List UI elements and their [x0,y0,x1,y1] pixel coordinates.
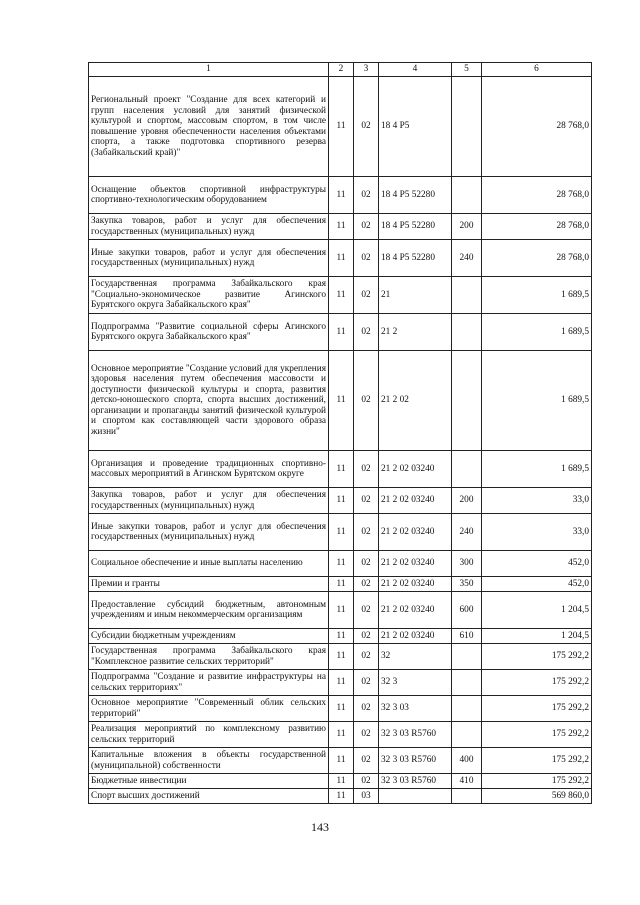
row-c4-cell: 21 2 02 03240 [379,551,452,577]
row-c4-cell: 32 3 03 R5760 [379,748,452,774]
row-c5-cell: 200 [452,488,482,514]
row-c4-cell: 21 2 02 03240 [379,451,452,488]
row-name-cell: Иные закупки товаров, работ и услуг для обеспечения государственных (муниципальных) нужд [89,240,329,277]
row-c6-cell: 28 768,0 [482,240,592,277]
table-row [89,177,592,214]
row-c6-cell: 175 292,2 [482,670,592,696]
row-c6-cell: 1 204,5 [482,629,592,644]
row-c4-cell: 18 4 P5 [379,77,452,177]
row-c3-cell: 02 [354,644,379,670]
row-c3-cell: 02 [354,514,379,551]
row-c2-cell: 11 [329,488,354,514]
row-name-cell: Капитальные вложения в объекты государственной (муниципальной) собственности [89,748,329,774]
header-row [89,63,592,77]
row-c4-cell: 21 2 02 03240 [379,592,452,629]
row-c4-cell: 32 3 03 R5760 [379,722,452,748]
row-c4-cell: 21 2 02 03240 [379,514,452,551]
row-c5-cell [452,77,482,177]
table-row [89,722,592,748]
table-row [89,551,592,577]
row-c4-cell: 18 4 P5 52280 [379,214,452,240]
row-c6-cell: 33,0 [482,514,592,551]
row-c6-cell: 1 689,5 [482,451,592,488]
row-c5-cell [452,351,482,451]
row-c6-cell: 1 689,5 [482,314,592,351]
row-name-cell: Социальное обеспечение и иные выплаты населению [89,551,329,577]
row-c5-cell [452,177,482,214]
row-name-cell: Предоставление субсидий бюджетным, автономным учреждениям и иным некоммерческим организациям [89,592,329,629]
row-name-cell: Подпрограмма "Развитие социальной сферы Агинского Бурятского округа Забайкальского края" [89,314,329,351]
row-c4-cell: 32 3 03 [379,696,452,722]
row-c5-cell: 200 [452,214,482,240]
row-c2-cell: 11 [329,592,354,629]
row-c6-cell: 175 292,2 [482,644,592,670]
row-c3-cell: 02 [354,551,379,577]
row-c4-cell: 18 4 P5 52280 [379,240,452,277]
row-c3-cell: 02 [354,629,379,644]
row-c4-cell: 21 2 02 03240 [379,577,452,592]
row-c3-cell: 02 [354,177,379,214]
row-c3-cell: 02 [354,451,379,488]
row-c4-cell: 21 2 02 [379,351,452,451]
row-c6-cell: 175 292,2 [482,774,592,789]
row-c5-cell: 410 [452,774,482,789]
header-col-3: 3 [354,63,379,77]
row-name-cell: Государственная программа Забайкальского края "Комплексное развитие сельских территорий" [89,644,329,670]
table-row [89,789,592,804]
row-c4-cell: 32 [379,644,452,670]
row-c3-cell: 02 [354,488,379,514]
table-row [89,314,592,351]
row-c2-cell: 11 [329,214,354,240]
row-c2-cell: 11 [329,77,354,177]
table-row [89,214,592,240]
row-c4-cell: 21 2 02 03240 [379,629,452,644]
row-c3-cell: 03 [354,789,379,804]
table-row [89,451,592,488]
header-col-2: 2 [329,63,354,77]
table-row [89,577,592,592]
row-name-cell: Оснащение объектов спортивной инфраструктуры спортивно-технологическим оборудованием [89,177,329,214]
row-c3-cell: 02 [354,351,379,451]
row-c6-cell: 28 768,0 [482,214,592,240]
table-row [89,644,592,670]
row-c5-cell: 350 [452,577,482,592]
header-col-1: 1 [89,63,329,77]
row-c3-cell: 02 [354,214,379,240]
table-row [89,670,592,696]
row-c5-cell [452,670,482,696]
header-col-4: 4 [379,63,452,77]
row-c6-cell: 28 768,0 [482,177,592,214]
row-name-cell: Иные закупки товаров, работ и услуг для обеспечения государственных (муниципальных) нужд [89,514,329,551]
row-c2-cell: 11 [329,774,354,789]
row-c5-cell [452,789,482,804]
row-c3-cell: 02 [354,748,379,774]
table-row [89,351,592,451]
row-c6-cell: 175 292,2 [482,722,592,748]
table-row [89,774,592,789]
row-c4-cell: 21 2 [379,314,452,351]
row-c2-cell: 11 [329,629,354,644]
row-name-cell: Премии и гранты [89,577,329,592]
row-c2-cell: 11 [329,789,354,804]
row-c6-cell: 452,0 [482,551,592,577]
row-name-cell: Реализация мероприятий по комплексному развитию сельских территорий [89,722,329,748]
row-c3-cell: 02 [354,592,379,629]
table-row [89,277,592,314]
row-c5-cell: 240 [452,514,482,551]
row-c2-cell: 11 [329,314,354,351]
row-c6-cell: 1 204,5 [482,592,592,629]
row-c3-cell: 02 [354,77,379,177]
row-c6-cell: 569 860,0 [482,789,592,804]
row-c2-cell: 11 [329,451,354,488]
row-c5-cell [452,644,482,670]
table-row [89,488,592,514]
table-row [89,77,592,177]
row-c6-cell: 452,0 [482,577,592,592]
table-row [89,514,592,551]
row-c2-cell: 11 [329,722,354,748]
row-name-cell: Закупка товаров, работ и услуг для обеспечения государственных (муниципальных) нужд [89,214,329,240]
row-c2-cell: 11 [329,644,354,670]
row-name-cell: Основное мероприятие "Создание условий для укрепления здоровья населения путем обеспечения массовости и доступности физической культуры и спорта, развития детско-юношеского спорта, спорта высших достижений, организации и пропаганды занятий физической культурой и спортом как составляющей части здорового образа жизни" [89,351,329,451]
row-c2-cell: 11 [329,351,354,451]
header-col-5: 5 [452,63,482,77]
row-c2-cell: 11 [329,177,354,214]
row-c5-cell: 600 [452,592,482,629]
row-name-cell: Государственная программа Забайкальского края "Социально-экономическое развитие Агинского Бурятского округа Забайкальского края" [89,277,329,314]
row-c5-cell [452,722,482,748]
table-row [89,696,592,722]
row-c4-cell: 21 [379,277,452,314]
row-c5-cell: 610 [452,629,482,644]
row-c4-cell: 32 3 [379,670,452,696]
row-name-cell: Бюджетные инвестиции [89,774,329,789]
row-c4-cell [379,789,452,804]
row-c2-cell: 11 [329,551,354,577]
row-c3-cell: 02 [354,774,379,789]
row-c5-cell [452,696,482,722]
row-c3-cell: 02 [354,277,379,314]
row-c5-cell [452,314,482,351]
page-number: 143 [311,820,329,834]
row-c2-cell: 11 [329,748,354,774]
row-name-cell: Региональный проект "Создание для всех категорий и групп населения условий для занятий физической культурой и спортом, массовым спортом, в том числе повышение уровня обеспеченности населения объектами спорта, а также подготовка спортивного резерва (Забайкальский край)" [89,77,329,177]
table-row [89,592,592,629]
row-c6-cell: 28 768,0 [482,77,592,177]
row-name-cell: Субсидии бюджетным учреждениям [89,629,329,644]
row-c3-cell: 02 [354,722,379,748]
row-name-cell: Спорт высших достижений [89,789,329,804]
table-row [89,240,592,277]
row-name-cell: Основное мероприятие "Современный облик сельских территорий" [89,696,329,722]
row-c3-cell: 02 [354,577,379,592]
row-c3-cell: 02 [354,696,379,722]
row-c2-cell: 11 [329,277,354,314]
row-c3-cell: 02 [354,314,379,351]
row-c2-cell: 11 [329,670,354,696]
row-c6-cell: 175 292,2 [482,696,592,722]
row-c5-cell: 400 [452,748,482,774]
row-c2-cell: 11 [329,240,354,277]
row-name-cell: Организация и проведение традиционных спортивно-массовых мероприятий в Агинском Бурятском округе [89,451,329,488]
row-c5-cell [452,451,482,488]
row-c3-cell: 02 [354,670,379,696]
row-c4-cell: 21 2 02 03240 [379,488,452,514]
table-row [89,629,592,644]
budget-table [88,62,592,804]
row-c2-cell: 11 [329,577,354,592]
row-c6-cell: 1 689,5 [482,351,592,451]
row-c6-cell: 1 689,5 [482,277,592,314]
row-c4-cell: 18 4 P5 52280 [379,177,452,214]
budget-table-container [88,62,591,804]
row-c3-cell: 02 [354,240,379,277]
row-c2-cell: 11 [329,514,354,551]
row-c5-cell [452,277,482,314]
row-c4-cell: 32 3 03 R5760 [379,774,452,789]
table-row [89,748,592,774]
row-c6-cell: 33,0 [482,488,592,514]
row-c6-cell: 175 292,2 [482,748,592,774]
row-name-cell: Закупка товаров, работ и услуг для обеспечения государственных (муниципальных) нужд [89,488,329,514]
header-col-6: 6 [482,63,592,77]
row-name-cell: Подпрограмма "Создание и развитие инфраструктуры на сельских территориях" [89,670,329,696]
row-c5-cell: 300 [452,551,482,577]
row-c2-cell: 11 [329,696,354,722]
row-c5-cell: 240 [452,240,482,277]
